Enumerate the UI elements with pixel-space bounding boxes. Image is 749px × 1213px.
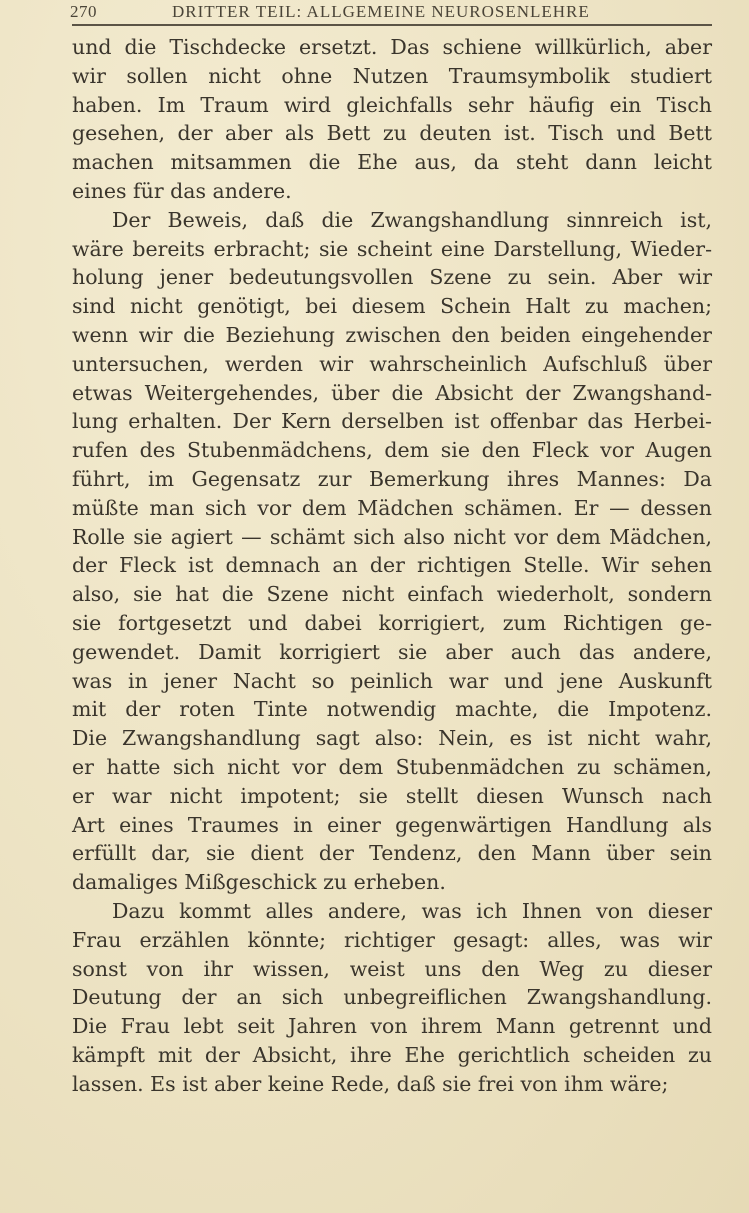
body-text xyxy=(72,33,712,1098)
text-line: sind nicht genötigt, bei diesem Schein Halt zu machen; xyxy=(72,294,712,319)
text-line: was in jener Nacht so peinlich war und jene Auskunft xyxy=(72,668,712,693)
paragraph xyxy=(72,206,712,897)
text-line: Art eines Traumes in einer gegenwärtigen Handlung als xyxy=(72,812,712,837)
text-line: gewendet. Damit korrigiert sie aber auch das andere, xyxy=(72,639,712,664)
text-line: machen mitsammen die Ehe aus, da steht dann leicht xyxy=(72,150,712,175)
text-line: Rolle sie agiert — schämt sich also nicht vor dem Mädchen, xyxy=(72,524,712,549)
text-line: damaliges Mißgeschick zu erheben. xyxy=(72,870,446,895)
text-line: wir sollen nicht ohne Nutzen Traumsymbolik studiert xyxy=(72,63,712,88)
text-line: untersuchen, werden wir wahrscheinlich Aufschluß über xyxy=(72,351,712,376)
text-line: führt, im Gegensatz zur Bemerkung ihres Mannes: Da xyxy=(72,466,712,491)
text-line: wäre bereits erbracht; sie scheint eine Darstellung, Wieder- xyxy=(72,236,712,261)
text-line: gesehen, der aber als Bett zu deuten ist. Tisch und Bett xyxy=(72,121,712,146)
text-line: lassen. Es ist aber keine Rede, daß sie frei von ihm wäre; xyxy=(72,1071,669,1096)
header-rule xyxy=(72,24,712,26)
text-line: sonst von ihr wissen, weist uns den Weg zu dieser xyxy=(72,956,712,981)
text-line: kämpft mit der Absicht, ihre Ehe gerichtlich scheiden zu xyxy=(72,1042,712,1067)
text-line: etwas Weitergehendes, über die Absicht der Zwangshand- xyxy=(72,380,712,405)
text-line: Die Frau lebt seit Jahren von ihrem Mann getrennt und xyxy=(72,1014,712,1039)
text-line: also, sie hat die Szene nicht einfach wiederholt, sondern xyxy=(72,582,712,607)
text-line: müßte man sich vor dem Mädchen schämen. Er — dessen xyxy=(72,495,712,520)
text-line: er hatte sich nicht vor dem Stubenmädchen zu schämen, xyxy=(72,754,712,779)
text-line: lung erhalten. Der Kern derselben ist offenbar das Herbei- xyxy=(72,409,712,434)
text-line: wenn wir die Beziehung zwischen den beiden eingehender xyxy=(72,322,712,347)
text-line: erfüllt dar, sie dient der Tendenz, den Mann über sein xyxy=(72,841,712,866)
page-number: 270 xyxy=(70,2,97,21)
text-line: und die Tischdecke ersetzt. Das schiene willkürlich, aber xyxy=(72,35,712,59)
running-header xyxy=(72,2,712,24)
text-line: Der Beweis, daß die Zwangshandlung sinnreich ist, xyxy=(112,207,712,232)
text-line: mit der roten Tinte notwendig machte, die Impotenz. xyxy=(72,697,712,722)
text-line: der Fleck ist demnach an der richtigen Stelle. Wir sehen xyxy=(72,553,712,578)
text-line: Dazu kommt alles andere, was ich Ihnen von dieser xyxy=(112,898,712,923)
text-line: holung jener bedeutungsvollen Szene zu sein. Aber wir xyxy=(72,265,712,290)
text-line: Deutung der an sich unbegreiflichen Zwangshandlung. xyxy=(72,985,712,1010)
running-title: DRITTER TEIL: ALLGEMEINE NEUROSENLEHRE xyxy=(172,2,590,21)
text-line: haben. Im Traum wird gleichfalls sehr häufig ein Tisch xyxy=(72,92,712,117)
text-line: Frau erzählen könnte; richtiger gesagt: alles, was wir xyxy=(72,927,712,952)
paragraph xyxy=(72,33,712,206)
text-line: rufen des Stubenmädchens, dem sie den Fleck vor Augen xyxy=(72,438,712,463)
paragraph xyxy=(72,897,712,1099)
text-line: er war nicht impotent; sie stellt diesen Wunsch nach xyxy=(72,783,712,808)
text-line: eines für das andere. xyxy=(72,178,292,203)
text-line: sie fortgesetzt und dabei korrigiert, zum Richtigen ge- xyxy=(72,610,712,635)
text-line: Die Zwangshandlung sagt also: Nein, es ist nicht wahr, xyxy=(72,726,712,751)
